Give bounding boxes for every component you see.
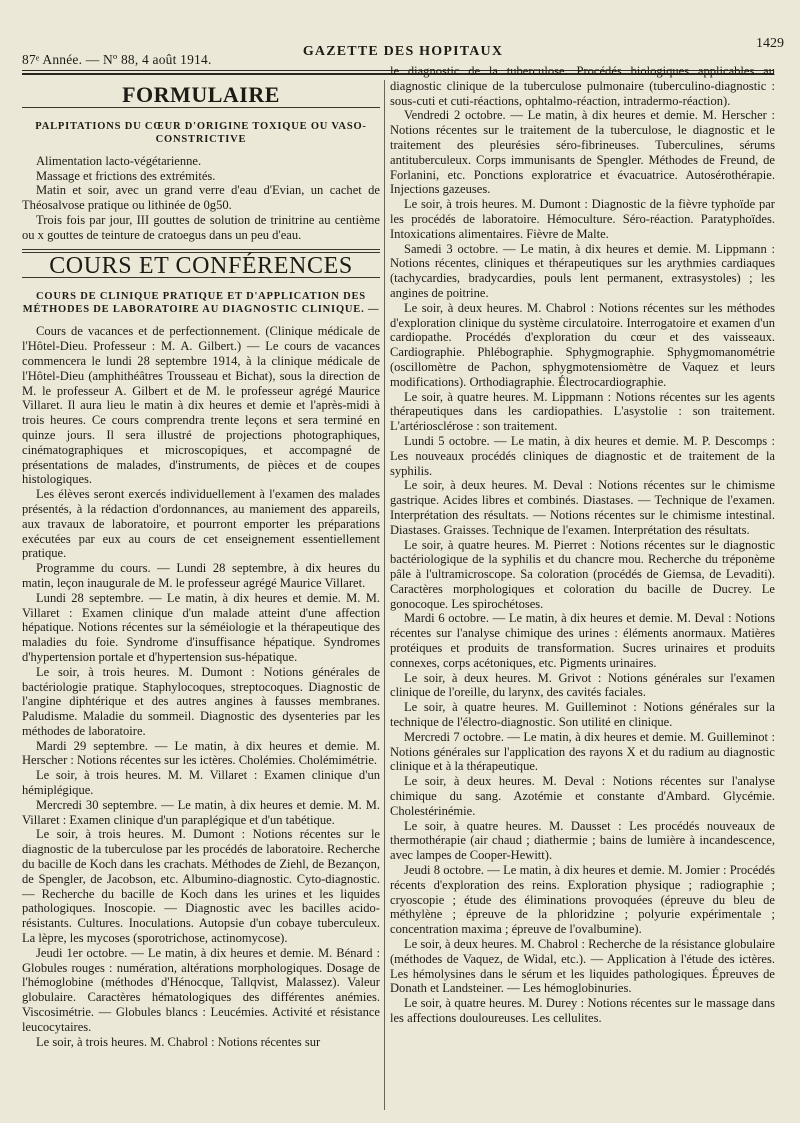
formulaire-title: FORMULAIRE — [122, 82, 280, 107]
cours-paragraph: Les élèves seront exercés individuellement à l'examen des malades présentés, à la rédaction d'ordonnances, au maniement des appareils, aux travaux de laboratoire, et pourront emporter les préparations exécutées par eux au cours de cet enseignement essentiellement pratique. — [22, 487, 380, 561]
right-column — [390, 64, 775, 1026]
journal-title: GAZETTE DES HOPITAUX — [302, 44, 504, 59]
cours-paragraph: Jeudi 1er octobre. — Le matin, à dix heures et demie. M. Bénard : Globules rouges : numération, altérations morphologiques. Dosage de l'hémoglobine (méthodes d'Hénocque, Tallqvist, Malassez). Valeur globulaire. Caractères hématologiques des différentes anémies. Viscosimétrie. — Globules blancs : Leucémies. Activité et résistance leucocytaires. — [22, 945, 380, 1034]
column-divider — [384, 80, 385, 1110]
formulaire-paragraph: Massage et frictions des extrémités. — [36, 168, 216, 183]
course-paragraph: Le soir, à quatre heures. M. Lippmann : Notions récentes sur les agents thérapeutiques dans les cardiopathies. L'asystolie : son traitement. L'artériosclérose : son traitement. — [390, 389, 775, 434]
course-paragraph: Le soir, à quatre heures. M. Dausset : Les procédés nouveaux de thermothérapie (air chaud ; diathermie ; bains de lumière à incandescence, avec lampes de Cooper-Hewitt). — [390, 818, 775, 863]
cours-paragraph: Le soir, à trois heures. M. Dumont : Notions récentes sur le diagnostic de la tuberculose par les procédés de laboratoire. Recherche du bacille de Koch dans les crachats. Méthodes de Ziehl, de Bezançon, de Spengler, de Jacobson, etc. Albumino-diagnostic. Cyto-diagnostic. — Recherche du bacille de Koch dans les urines et les liquides pathologiques. Inoscopie. — Diagnostic avec les bacilles acido-résistants. Cultures. Inoculations. Autopsie d'un cobaye tuberculeux. La lèpre, les mycoses (sporotrichose, actinomycose). — [22, 827, 380, 946]
course-paragraph: Le soir, à deux heures. M. Chabrol : Recherche de la résistance globulaire (méthodes de Vaquez, de Widal, etc.). — Application à l'étude des ictères. Les hémolysines dans le sérum et les liquides pathologiques. Épreuves de Donath et Landsteiner. — Les hémoglobinuries. — [390, 937, 775, 996]
formulaire-subhead: PALPITATIONS DU CŒUR D'ORIGINE TOXIQUE OU VASO-CONSTRICTIVE — [35, 120, 367, 145]
cours-paragraph: Cours de vacances et de perfectionnement. (Clinique médicale de l'Hôtel-Dieu. Professeur : M. A. Gilbert.) — Le cours de vacances commencera le lundi 28 septembre 1914, à la clinique médicale de l'Hôtel-Dieu (amphithéâtres Trousseau et Bichat), sous la direction de M. le professeur A. Gilbert et de M. le professeur agrégé Maurice Villaret. Il aura lieu le matin à dix heures et demie et l'après-midi à trois heures. Ce cours comprendra trente leçons et sera terminé en quinze jours. Il sera illustré de projections photographiques, cinématographiques et microscopiques, et accompagné de présentations de malades, d'instruments, de pièces et de coupes histologiques. — [22, 324, 380, 487]
course-paragraph: Le soir, à quatre heures. M. Pierret : Notions récentes sur le diagnostic bactériologique de la syphilis et du chancre mou. Recherche du tréponème pâle à l'ultramicroscope. Sa coloration (procédés de Giemsa, de Levaditi). Caractères morphologiques et coloration du bacille de Ducrey. Le gonocoque. Les spirochétoses. — [390, 537, 775, 611]
course-paragraph: Vendredi 2 octobre. — Le matin, à dix heures et demie. M. Herscher : Notions récentes sur le traitement de la tuberculose, le diagnostic et le traitement des pleurésies séro-fibrineuses. Tuberculines, sérums antituberculeux. Corps immunisants de Spengler. Méthodes de Freund, de Forlanini, etc. Ponctions exploratrice et évacuatrice. Autosérothérapie. Injections gazeuses. — [390, 108, 775, 197]
course-paragraph: Le soir, à deux heures. M. Deval : Notions récentes sur l'analyse chimique du sang. Azotémie et constante d'Ambard. Glycémie. Cholestérinémie. — [390, 774, 775, 818]
issue-info: 87ᵉ Année. — Nº 88, 4 août 1914. — [22, 52, 212, 67]
cours-paragraph: Le soir, à trois heures. M. Chabrol : Notions récentes sur — [36, 1034, 321, 1049]
page-number: 1429 — [756, 36, 784, 51]
formulaire-paragraph: Trois fois par jour, III gouttes de solution de trinitrine au centième ou x gouttes de teinture de cratoegus dans un peu d'eau. — [22, 212, 380, 242]
course-paragraph: Le soir, à deux heures. M. Grivot : Notions générales sur l'examen clinique de l'oreille, du larynx, des cavités faciales. — [390, 670, 775, 700]
course-paragraph: Lundi 5 octobre. — Le matin, à dix heures et demie. M. P. Descomps : Les nouveaux procédés cliniques de diagnostic et de traitement de la syphilis. — [390, 433, 775, 478]
course-paragraph: Le soir, à quatre heures. M. Guilleminot : Notions générales sur la technique de l'électro-diagnostic. Son utilité en clinique. — [390, 700, 775, 730]
course-paragraph: Mardi 6 octobre. — Le matin, à dix heures et demie. M. Deval : Notions récentes sur l'analyse chimique des urines : éléments anormaux. Matières protéiques et produits de transformation. Sucres urinaires et produits connexes, corps acétoniques, etc. Pigments urinaires. — [390, 611, 775, 670]
course-paragraph: Jeudi 8 octobre. — Le matin, à dix heures et demie. M. Jomier : Procédés récents d'exploration des reins. Exploration physique ; radiographie ; cryoscopie ; étude des éliminations provoquées (épreuve du bleu de méthylène ; épreuve de la phloridzine ; polyurie expérimentale ; concentration maxima ; épreuve de l'ovalbumine). — [390, 863, 775, 937]
course-paragraph: Le soir, à deux heures. M. Chabrol : Notions récentes sur les méthodes d'exploration clinique du système circulatoire. Interrogatoire et examen d'un cardiopathe. Procédés d'exploration du cœur et des vaisseaux. Cardiographie. Phlébographie. Sphygmographie. Sphygmomanométrie (oscillomètre de Pachon, sphygmotensiomètre de Vaquez et leurs modifications). Orthodiagraphie. Électrocardiographie. — [390, 300, 775, 389]
cours-paragraph: Le soir, à trois heures. M. Dumont : Notions générales de bactériologie pratique. Staphylocoques, streptocoques. Diagnostic de l'angine diphtérique et des autres angines à fausses membranes. Paludisme. Maladie du sommeil. Diagnostic des dysenteries par les méthodes de laboratoire. — [22, 664, 380, 738]
formulaire-paragraph: Alimentation lacto-végétarienne. — [36, 153, 202, 168]
formulaire-paragraph: Matin et soir, avec un grand verre d'eau d'Evian, un cachet de Théosalvose pratique ou lithinée de 0g50. — [22, 183, 380, 213]
cours-paragraph: Mardi 29 septembre. — Le matin, à dix heures et demie. M. Herscher : Notions récentes sur les ictères. Cholémies. Cholémimétrie. — [22, 738, 380, 768]
cours-paragraph: Le soir, à trois heures. M. M. Villaret : Examen clinique d'un hémiplégique. — [22, 768, 380, 798]
cours-title: COURS ET CONFÉRENCES — [49, 252, 353, 279]
cours-paragraph: Lundi 28 septembre. — Le matin, à dix heures et demie. M. M. Villaret : Examen clinique d'un malade atteint d'une affection hépatique. Notions récentes sur la séméiologie et la thérapeutique des maladies du foie. Syndrome d'insuffisance hépatique. Syndromes d'hypertension portale et d'hypertension sus-hépatique. — [22, 590, 380, 664]
continued-paragraph: le diagnostic de la tuberculose. Procédés biologiques applicables au diagnostic clinique de la tuberculose pulmonaire (tuberculino-diagnostic : sous-cuti et cuti-réactions, ophtalmo-réaction, intradermo-réaction). — [390, 64, 775, 108]
cours-subhead: COURS DE CLINIQUE PRATIQUE ET D'APPLICATION DES MÉTHODES DE LABORATOIRE AU DIAGNOSTIC CLINIQUE. — — [22, 291, 380, 316]
course-paragraph: Le soir, à deux heures. M. Deval : Notions récentes sur le chimisme gastrique. Acides libres et combinés. Diastases. — Technique de l'examen. Interprétation des résultats. — Notions récentes sur le chimisme intestinal. Diastases. Graisses. Technique de l'examen. Interprétation des résultats. — [390, 478, 775, 537]
course-paragraph: Samedi 3 octobre. — Le matin, à dix heures et demie. M. Lippmann : Notions récentes, cliniques et thérapeutiques sur les arythmies cardiaques (tachycardies, bradycardies, pouls lent permanent, extrasystoles) ; les angines de poitrine. — [390, 241, 775, 300]
cours-paragraph: Programme du cours. — Lundi 28 septembre, à dix heures du matin, leçon inaugurale de M. le professeur agrégé Maurice Villaret. — [22, 561, 380, 590]
section-divider — [22, 249, 380, 253]
course-paragraph: Le soir, à quatre heures. M. Durey : Notions récentes sur le massage dans les affections douloureuses. Les cellulites. — [390, 996, 775, 1025]
course-paragraph: Le soir, à trois heures. M. Dumont : Diagnostic de la fièvre typhoïde par les procédés de laboratoire. Hémoculture. Séro-réaction. Paratyphoïdes. Intoxications alimentaires. Fièvre de Malte. — [390, 197, 775, 241]
left-column — [22, 82, 380, 1049]
course-paragraph: Mercredi 7 octobre. — Le matin, à dix heures et demie. M. Guilleminot : Notions générales sur l'application des rayons X et du radium au diagnostic clinique et à la thérapeutique. — [390, 729, 775, 774]
cours-paragraph: Mercredi 30 septembre. — Le matin, à dix heures et demie. M. M. Villaret : Examen clinique d'un paraplégique et d'un tabétique. — [22, 797, 380, 827]
